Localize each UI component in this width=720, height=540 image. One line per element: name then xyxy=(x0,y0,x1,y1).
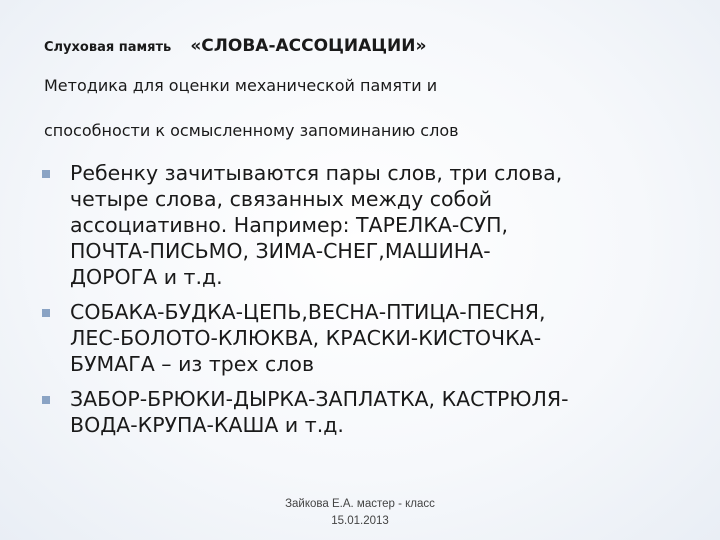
slide-footer xyxy=(0,496,720,530)
bullet-text-line: СОБАКА-БУДКА-ЦЕПЬ,ВЕСНА-ПТИЦА-ПЕСНЯ, xyxy=(70,300,546,324)
square-bullet-icon xyxy=(42,396,50,404)
subtitle-line-1: Методика для оценки механической памяти и xyxy=(44,76,438,95)
bullet-text-line: ЛЕС-БОЛОТО-КЛЮКВА, КРАСКИ-КИСТОЧКА- xyxy=(70,326,542,350)
bullet-item xyxy=(40,160,700,290)
bullet-text-line: четыре слова, связанных между собой xyxy=(70,187,493,211)
bullet-item xyxy=(40,386,700,438)
square-bullet-icon xyxy=(42,170,50,178)
subtitle-line-2: способности к осмысленному запоминанию слов xyxy=(44,121,459,140)
footer-author: Зайкова Е.А. мастер - класс xyxy=(285,498,435,510)
title-main: «СЛОВА-АССОЦИАЦИИ» xyxy=(190,36,427,56)
title-prefix: Слуховая память xyxy=(44,40,172,55)
bullet-text-line: ДОРОГА и т.д. xyxy=(70,265,223,289)
footer-date: 15.01.2013 xyxy=(331,515,389,527)
bullet-text-line: ВОДА-КРУПА-КАША и т.д. xyxy=(70,413,344,437)
bullet-list xyxy=(40,160,700,447)
bullet-text-line: ПОЧТА-ПИСЬМО, ЗИМА-СНЕГ,МАШИНА- xyxy=(70,239,491,263)
bullet-text-line: БУМАГА – из трех слов xyxy=(70,352,315,376)
bullet-text-line: ЗАБОР-БРЮКИ-ДЫРКА-ЗАПЛАТКА, КАСТРЮЛЯ- xyxy=(70,387,569,411)
bullet-text-line: ассоциативно. Например: ТАРЕЛКА-СУП, xyxy=(70,213,509,237)
square-bullet-icon xyxy=(42,309,50,317)
slide-title xyxy=(44,36,684,56)
bullet-item xyxy=(40,299,700,377)
bullet-text-line: Ребенку зачитываются пары слов, три слова, xyxy=(70,161,563,185)
